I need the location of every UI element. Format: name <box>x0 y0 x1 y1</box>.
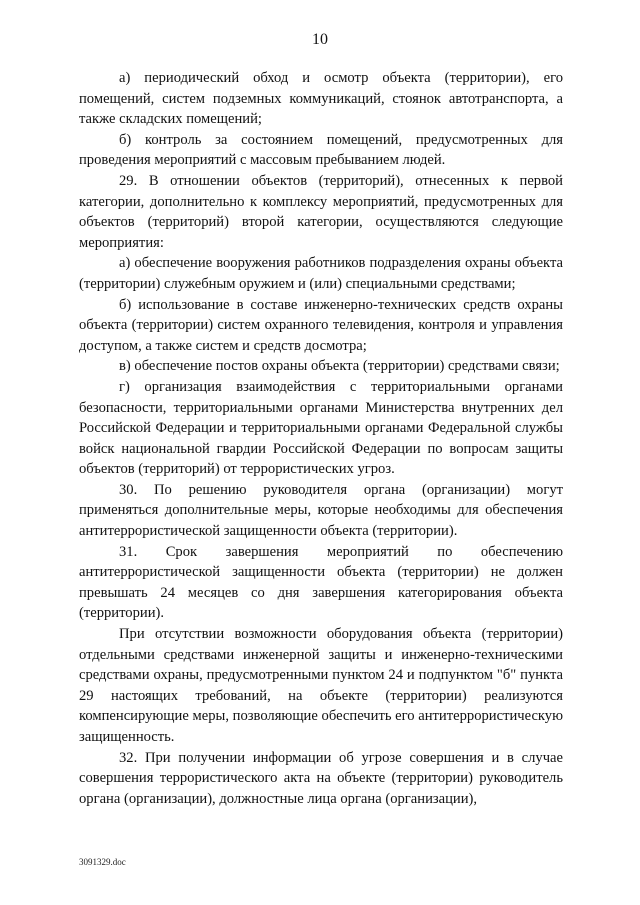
document-filename: 3091329.doc <box>79 857 126 867</box>
document-body <box>79 68 563 809</box>
page-number: 10 <box>312 31 328 48</box>
paragraph-29-g-interaction: г) организация взаимодействия с территориальными органами безопасности, территориальными органами Министерства внутренних дел Российской Федерации и территориальными органами Федеральной службы войск национальной гвардии Российской Федерации по вопросам защиты объектов (территорий) от террористических угроз. <box>79 378 563 478</box>
paragraph-item-b-premises-control: б) контроль за состоянием помещений, предусмотренных для проведения мероприятий с массовым пребыванием людей. <box>79 131 563 169</box>
paragraph-item-a-inspection: а) периодический обход и осмотр объекта (территории), его помещений, систем подземных коммуникаций, стоянок автотранспорта, а также складских помещений; <box>79 70 563 128</box>
paragraph-31: 31. Срок завершения мероприятий по обеспечению антитеррористической защищенности объекта (территории) не должен превышать 24 месяцев со дня завершения категорирования объекта (территории). <box>79 543 563 622</box>
paragraph-29-b-technical-means: б) использование в составе инженерно-технических средств охраны объекта (территории) систем охранного телевидения, контроля и управления доступом, а также систем и средств досмотра; <box>79 296 563 354</box>
paragraph-30: 30. По решению руководителя органа (организации) могут применяться дополнительные меры, которые необходимы для обеспечения антитеррористической защищенности объекта (территории). <box>79 481 563 540</box>
paragraph-29-a-armament: а) обеспечение вооружения работников подразделения охраны объекта (территории) служебным оружием и (или) специальными средствами; <box>79 255 563 292</box>
paragraph-31-compensating-measures: При отсутствии возможности оборудования объекта (территории) отдельными средствами инженерной защиты и инженерно-техническими средствами охраны, предусмотренными пунктом 24 и подпунктом "б" пункта 29 настоящих требований, на объекте (территории) реализуются компенсирующие меры, позволяющие обеспечить его антитеррористическую защищенность. <box>79 626 563 745</box>
paragraph-32: 32. При получении информации об угрозе совершения и в случае совершения террористического акта на объекте (территории) руководитель органа (организации), должностные лица органа (организации), <box>79 749 563 807</box>
paragraph-29-v-communications: в) обеспечение постов охраны объекта (территории) средствами связи; <box>119 358 560 375</box>
paragraph-29: 29. В отношении объектов (территорий), отнесенных к первой категории, дополнительно к комплексу мероприятий, предусмотренных для объектов (территорий) второй категории, осуществляются следующие мероприятия: <box>79 172 563 251</box>
